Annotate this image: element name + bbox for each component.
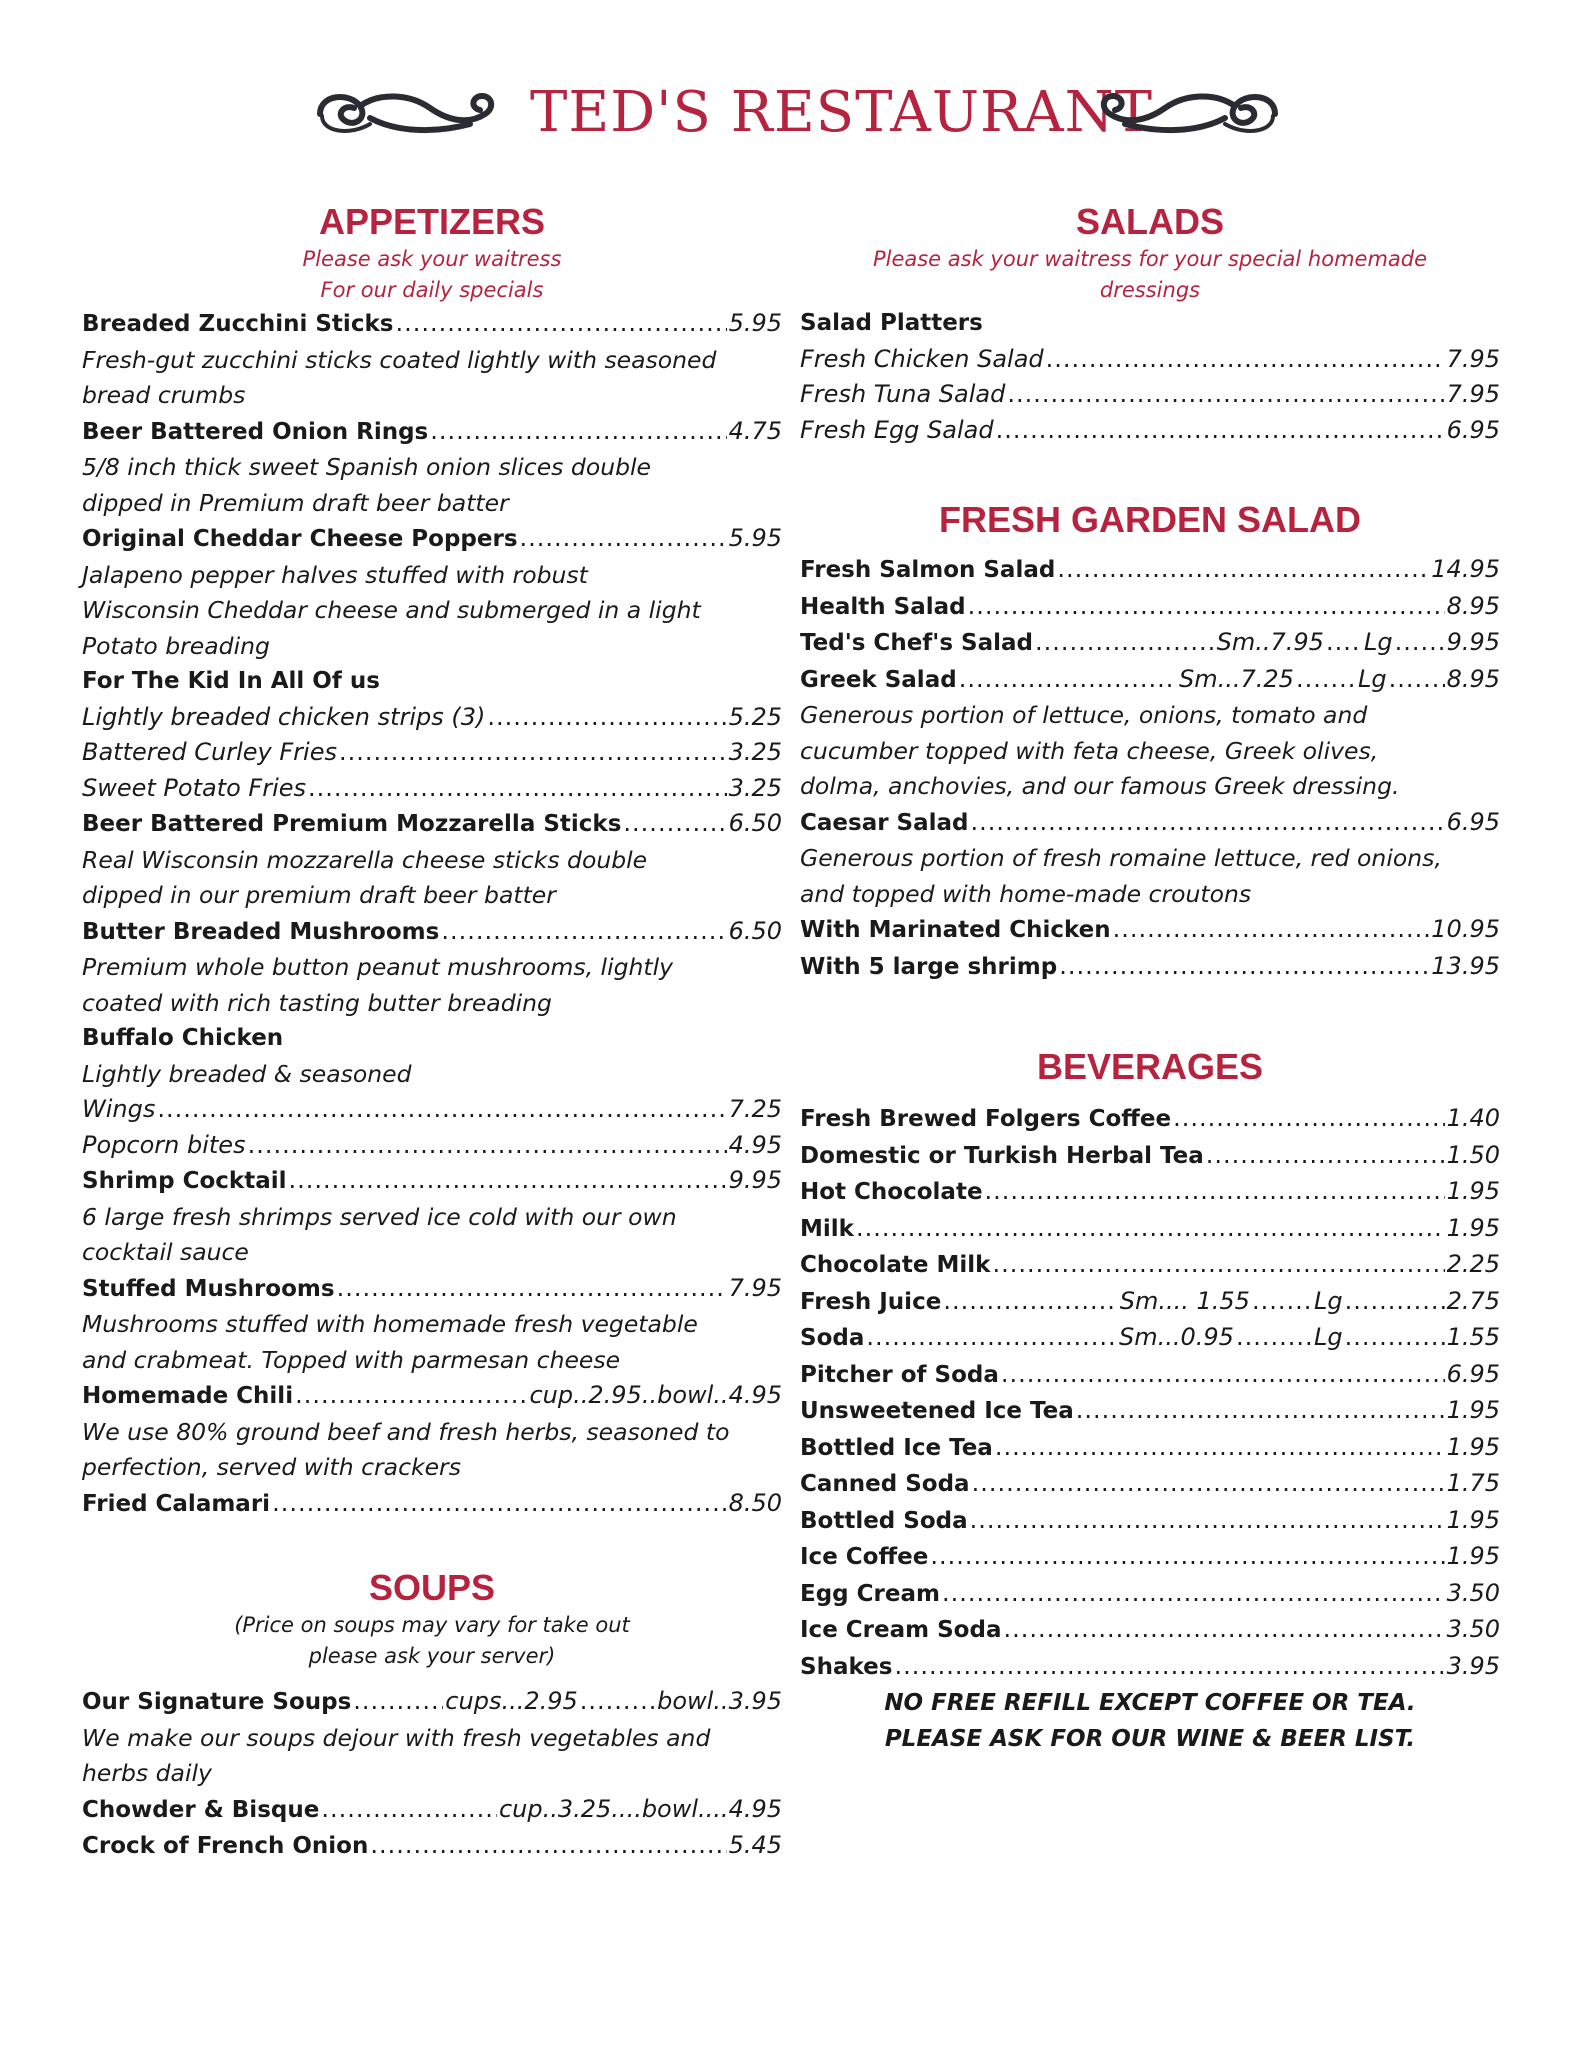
item-name: Bottled Ice Tea [800, 1434, 993, 1461]
item-price: 1.95 [1446, 1542, 1500, 1570]
menu-item-caesar-salad [800, 805, 1500, 842]
right-swirl-ornament-icon [1085, 84, 1285, 144]
menu-item-coffee [800, 1101, 1500, 1138]
menu-item-butter-mushrooms [82, 914, 782, 951]
item-description: Premium whole button peanut mushrooms, lightly [82, 953, 674, 981]
item-description: Fresh-gut zucchini sticks coated lightly with seasoned [82, 345, 717, 374]
item-description: perfection, served with crackers [82, 1453, 461, 1481]
menu-item-chowder-bisque [82, 1792, 782, 1829]
item-price: 2.75 [1446, 1286, 1500, 1315]
menu-item-marinated-chicken [800, 912, 1500, 949]
item-name: Milk [800, 1215, 854, 1242]
item-price: 1.50 [1446, 1140, 1500, 1169]
menu-item-poppers [82, 521, 782, 558]
item-name: Breaded Zucchini Sticks [82, 311, 394, 337]
item-name: Shrimp Cocktail [82, 1168, 287, 1194]
item-price: 3.95 [1446, 1651, 1500, 1680]
item-price: 1.95 [1446, 1505, 1500, 1534]
item-name: Our Signature Soups [82, 1689, 352, 1715]
menu-item-chocolate-milk [800, 1247, 1500, 1284]
item-price: 5.95 [728, 309, 782, 337]
menu-item-soda [800, 1320, 1500, 1357]
menu-item-zucchini [82, 306, 782, 343]
item-description: dipped in Premium draft beer batter [82, 488, 509, 517]
buffalo-heading: Buffalo Chicken [82, 1025, 284, 1051]
menu-item-greek-salad [800, 662, 1500, 699]
item-name: Fresh Brewed Folgers Coffee [800, 1106, 1172, 1132]
item-price: 6.50 [728, 916, 782, 945]
item-description: Generous portion of lettuce, onions, tomato and [800, 701, 1368, 729]
menu-item-egg-cream [800, 1576, 1500, 1613]
restaurant-title: TED'S RESTAURANT [530, 80, 1153, 145]
item-description: Mushrooms stuffed with homemade fresh vegetable [82, 1310, 698, 1338]
item-size-large-label: Lg [1357, 664, 1387, 693]
menu-item-hot-chocolate [800, 1174, 1500, 1211]
item-name: Ted's Chef's Salad [800, 630, 1033, 656]
item-name: Original Cheddar Cheese Poppers [82, 526, 518, 552]
salad-platters-heading: Salad Platters [800, 310, 983, 336]
item-price: 10.95 [1431, 915, 1500, 943]
menu-item-canned-soda [800, 1466, 1500, 1503]
item-price: 6.95 [1446, 1359, 1500, 1388]
item-name: Canned Soda [800, 1471, 970, 1497]
item-name: Greek Salad [800, 666, 957, 693]
menu-item-onion-rings [82, 414, 782, 451]
item-description: We use 80% ground beef and fresh herbs, seasoned to [82, 1417, 730, 1446]
menu-item-fried-calamari [82, 1486, 782, 1523]
item-size-prices: cup..3.25....bowl.... [498, 1794, 729, 1823]
left-column [82, 200, 782, 1865]
item-size-small: Sm.... 1.55 [1119, 1286, 1250, 1315]
item-name: Fresh Salmon Salad [800, 557, 1056, 583]
item-name: Beer Battered Premium Mozzarella Sticks [82, 811, 622, 837]
item-size-prices: cup..2.95..bowl.. [529, 1381, 729, 1409]
kids-heading: For The Kid In All Of us [82, 668, 380, 694]
item-price: 6.95 [1446, 807, 1500, 836]
beverages-section [800, 1045, 1500, 1757]
item-price: 8.95 [1446, 591, 1500, 620]
menu-item-salmon-salad [800, 552, 1500, 589]
item-size-large-label: Lg [1313, 1286, 1343, 1315]
appetizers-title: APPETIZERS [318, 201, 546, 242]
menu-item-health-salad [800, 589, 1500, 626]
garden-salad-title: FRESH GARDEN SALAD [938, 499, 1361, 540]
item-name: With Marinated Chicken [800, 917, 1111, 943]
item-name: Chocolate Milk [800, 1252, 991, 1278]
item-description: 6 large fresh shrimps served ice cold with our own [82, 1202, 677, 1231]
item-size-small: Sm..7.95 [1216, 628, 1324, 656]
item-description: Potato breading [82, 631, 270, 660]
appetizers-note-1: Please ask your waitress [302, 247, 562, 271]
menu-item-five-shrimp [800, 949, 1500, 986]
item-description: bread crumbs [82, 381, 246, 409]
item-name: Pitcher of Soda [800, 1361, 999, 1388]
item-name: Stuffed Mushrooms [82, 1275, 335, 1302]
item-name: Fresh Egg Salad [800, 415, 994, 444]
item-price: 5.25 [728, 702, 782, 731]
left-swirl-ornament-icon [310, 84, 510, 144]
menu-item-tuna-salad [800, 377, 1500, 413]
item-name: Bottled Soda [800, 1507, 968, 1534]
item-description: 5/8 inch thick sweet Spanish onion slices double [82, 453, 651, 481]
item-price: 6.50 [728, 809, 782, 837]
menu-item-shrimp-cocktail [82, 1163, 782, 1200]
item-price: 4.95 [728, 1381, 782, 1409]
salads-note-1: Please ask your waitress for your special homemade [872, 247, 1428, 271]
item-name: Wings [82, 1095, 156, 1123]
item-price: 13.95 [1431, 951, 1500, 980]
item-name: Butter Breaded Mushrooms [82, 918, 440, 945]
item-description: cocktail sauce [82, 1238, 249, 1266]
item-description: Generous portion of fresh romaine lettuce, red onions, [800, 844, 1442, 872]
menu-item-fresh-juice [800, 1284, 1500, 1321]
garden-salad-section [800, 498, 1500, 985]
item-description: and topped with home-made croutons [800, 879, 1252, 908]
item-price: 5.95 [728, 524, 782, 552]
item-price: 9.95 [728, 1166, 782, 1194]
item-price: 4.75 [728, 416, 782, 445]
item-name: Caesar Salad [800, 809, 969, 836]
menu-item-egg-salad [800, 413, 1500, 449]
item-description: and crabmeat. Topped with parmesan cheese [82, 1345, 621, 1374]
item-price: 9.95 [1446, 628, 1500, 656]
menu-header [0, 70, 1582, 170]
item-name: Sweet Potato Fries [82, 773, 307, 802]
menu-item-curley-fries [82, 735, 782, 771]
item-name: With 5 large shrimp [800, 953, 1058, 980]
item-size-small: Sm...7.25 [1179, 664, 1294, 693]
item-name: Fresh Tuna Salad [800, 380, 1006, 408]
soups-note-2: please ask your server) [308, 1644, 556, 1668]
appetizers-note-2: For our daily specials [320, 278, 544, 302]
menu-item-mozzarella-sticks [82, 806, 782, 843]
item-price: 7.95 [1446, 344, 1500, 373]
item-name: Lightly breaded chicken strips (3) [82, 702, 486, 731]
item-name: Fried Calamari [82, 1490, 271, 1517]
menu-item-stuffed-mushrooms [82, 1271, 782, 1308]
salads-section [800, 200, 1500, 448]
soups-title: SOUPS [368, 1567, 496, 1608]
menu-item-ice-cream-soda [800, 1612, 1500, 1649]
item-name: Homemade Chili [82, 1383, 294, 1409]
item-description: Lightly breaded & seasoned [82, 1059, 412, 1088]
menu-item-pitcher-soda [800, 1357, 1500, 1394]
menu-item-unsweetened-tea [800, 1393, 1500, 1430]
menu-item-homemade-chili [82, 1378, 782, 1415]
item-price: 3.95 [728, 1687, 782, 1715]
right-column [800, 200, 1500, 1757]
item-description: Real Wisconsin mozzarella cheese sticks double [82, 845, 648, 874]
item-description: dipped in our premium draft beer batter [82, 881, 556, 909]
item-name: Unsweetened Ice Tea [800, 1398, 1074, 1424]
item-price: 1.55 [1446, 1323, 1500, 1351]
item-description: dolma, anchovies, and our famous Greek dressing. [800, 772, 1400, 800]
item-price: 7.95 [728, 1273, 782, 1302]
item-price: 1.95 [1446, 1213, 1500, 1242]
item-description: Wisconsin Cheddar cheese and submerged in a light [82, 596, 701, 624]
item-price: 6.95 [1446, 415, 1500, 444]
item-name: Fresh Juice [800, 1288, 942, 1315]
item-description: herbs daily [82, 1759, 212, 1787]
beverages-title: BEVERAGES [1036, 1046, 1264, 1087]
wine-beer-notice: PLEASE ASK FOR OUR WINE & BEER LIST. [884, 1726, 1416, 1752]
menu-item-shakes [800, 1649, 1500, 1686]
item-price: 1.95 [1446, 1177, 1500, 1205]
item-size-large-label: Lg [1313, 1323, 1343, 1351]
item-size-price-cup: cups...2.95 [445, 1687, 578, 1715]
item-name: Chowder & Bisque [82, 1796, 320, 1823]
item-price: 7.95 [1446, 380, 1500, 408]
item-price: 8.50 [728, 1488, 782, 1517]
item-price: 3.25 [728, 738, 782, 766]
item-price: 3.50 [1446, 1615, 1500, 1643]
menu-item-popcorn-bites [82, 1128, 782, 1164]
appetizers-section [82, 200, 782, 1522]
item-name: Shakes [800, 1653, 893, 1680]
item-name: Health Salad [800, 593, 966, 620]
item-price: 1.95 [1446, 1432, 1500, 1461]
soups-note-1: (Price on soups may vary for take out [234, 1613, 630, 1637]
item-name: Hot Chocolate [800, 1179, 983, 1205]
item-description: coated with rich tasting butter breading [82, 988, 552, 1017]
item-price: 1.75 [1446, 1469, 1500, 1497]
refill-notice: NO FREE REFILL EXCEPT COFFEE OR TEA. [884, 1690, 1416, 1716]
salads-title: SALADS [1075, 201, 1224, 242]
item-size-small: Sm...0.95 [1119, 1323, 1234, 1351]
item-name: Popcorn bites [82, 1130, 246, 1159]
item-price: 4.95 [728, 1794, 782, 1823]
menu-item-milk [800, 1211, 1500, 1248]
item-description: We make our soups dejour with fresh vegetables and [82, 1723, 711, 1752]
item-description: cucumber topped with feta cheese, Greek olives, [800, 736, 1379, 765]
item-name: Crock of French Onion [82, 1833, 369, 1859]
item-name: Egg Cream [800, 1580, 940, 1607]
item-price: 7.25 [728, 1095, 782, 1123]
item-price: 4.95 [728, 1130, 782, 1159]
menu-item-chefs-salad [800, 625, 1500, 662]
item-price: 2.25 [1446, 1250, 1500, 1278]
item-price: 3.50 [1446, 1578, 1500, 1607]
item-description: Jalapeno pepper halves stuffed with robust [82, 560, 588, 589]
item-price: 1.95 [1446, 1396, 1500, 1424]
item-name: Ice Cream Soda [800, 1617, 1002, 1643]
item-size-large-label: Lg [1363, 628, 1393, 656]
item-price: 3.25 [728, 773, 782, 802]
item-size-label-bowl: bowl.. [657, 1687, 729, 1715]
menu-item-bottled-tea [800, 1430, 1500, 1467]
menu-item-signature-soups [82, 1684, 782, 1721]
menu-item-ice-coffee [800, 1539, 1500, 1576]
item-name: Battered Curley Fries [82, 738, 337, 766]
item-price: 8.95 [1446, 664, 1500, 693]
item-name: Beer Battered Onion Rings [82, 418, 429, 445]
item-name: Soda [800, 1325, 865, 1351]
menu-item-bottled-soda [800, 1503, 1500, 1540]
menu-item-french-onion [82, 1828, 782, 1865]
item-price: 1.40 [1446, 1104, 1500, 1132]
item-price: 14.95 [1431, 555, 1500, 583]
item-name: Fresh Chicken Salad [800, 344, 1044, 373]
salads-note-2: dressings [1099, 278, 1201, 302]
item-price: 5.45 [728, 1831, 782, 1859]
menu-item-herbal-tea [800, 1138, 1500, 1175]
menu-item-chicken-salad [800, 342, 1500, 378]
soups-section [82, 1566, 782, 1865]
item-name: Ice Coffee [800, 1544, 929, 1570]
menu-item-wings [82, 1092, 782, 1128]
item-name: Domestic or Turkish Herbal Tea [800, 1142, 1204, 1169]
menu-item-chicken-strips [82, 700, 782, 736]
menu-item-sweet-potato-fries [82, 771, 782, 807]
